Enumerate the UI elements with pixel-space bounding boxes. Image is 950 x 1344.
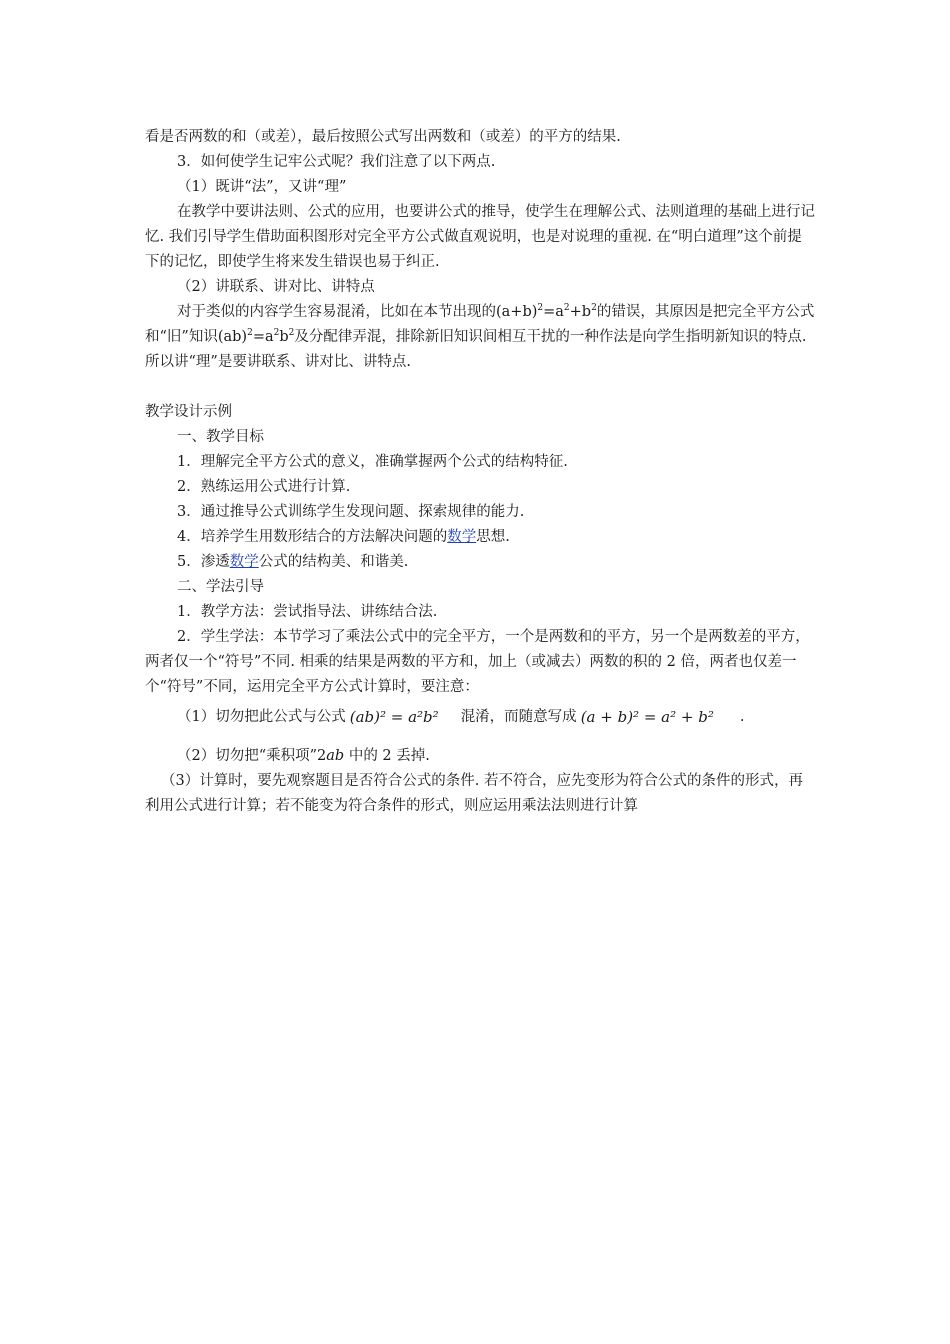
text-run: （1）切勿把此公式与公式: [177, 708, 346, 725]
goal-4: [145, 525, 815, 550]
text-run: =a: [252, 329, 274, 345]
note-2: [145, 744, 815, 769]
goal-3: 3．通过推导公式训练学生发现问题、探索规律的能力.: [177, 504, 525, 520]
section-title: 教学设计示例: [145, 404, 232, 420]
paragraph-6: [145, 300, 815, 375]
heading-goals: 一、教学目标: [177, 429, 264, 445]
math-link[interactable]: 数学: [447, 529, 477, 545]
subheading-2: （2）讲联系、讲对比、讲特点: [177, 279, 375, 295]
document-body: [145, 125, 815, 819]
superscript: 2: [288, 328, 295, 339]
text-run: b: [279, 329, 289, 345]
text-run: 中的 2 丢掉.: [344, 748, 430, 764]
text-run: 4．培养学生用数形结合的方法解决问题的: [177, 529, 448, 545]
formula-sum-square-wrong: (a + b)² = a² + b²: [580, 707, 714, 726]
text-run: =a: [543, 304, 564, 320]
variable-ab: ab: [326, 748, 345, 764]
blank-line: [145, 375, 815, 400]
goal-5: [145, 550, 815, 575]
superscript: 2: [591, 303, 597, 314]
text-run: 公式的结构美、和谐美.: [258, 554, 409, 570]
paragraph-2: 3．如何使学生记牢公式呢？我们注意了以下两点.: [177, 154, 496, 170]
superscript: 2: [273, 328, 280, 339]
text-run: 及分配律弄混，排除新旧知识间相互干扰的一种作法是向学生指明新知识的特点. 所以讲“理”是要讲联系、讲对比、讲特点.: [145, 329, 807, 370]
method-1: 1．教学方法：尝试指导法、讲练结合法.: [177, 604, 438, 620]
text-run: 5．渗透: [177, 554, 230, 570]
heading-study-guide: 二、学法引导: [177, 579, 264, 595]
superscript: 2: [563, 303, 570, 314]
text-run: 对于类似的内容学生容易混淆，比如在本节出现的(a+b): [177, 304, 538, 320]
text-run: +b: [569, 304, 592, 320]
paragraph-1: 看是否两数的和（或差），最后按照公式写出两数和（或差）的平方的结果.: [145, 129, 621, 145]
text-run: 混淆，而随意写成: [460, 708, 577, 725]
paragraph-4: 在教学中要讲法则、公式的应用，也要讲公式的推导，使学生在理解公式、法则道理的基础上进行记忆. 我们引导学生借助面积图形对完全平方公式做直观说明，也是对说理的重视. 在“明白道理”这个前提下的记忆，即使学生将来发生错误也易于纠正.: [145, 204, 815, 270]
text-run: （2）切勿把“乘积项”2: [177, 748, 327, 764]
note-3: （3）计算时，要先观察题目是否符合公式的条件. 若不符合，应先变形为符合公式的条件的形式，再利用公式进行计算；若不能变为符合条件的形式，则应运用乘法法则进行计算: [145, 773, 803, 814]
note-1: [145, 700, 815, 734]
superscript: 2: [537, 303, 544, 314]
subheading-1: （1）既讲“法”，又讲“理”: [177, 179, 347, 195]
superscript: 2: [247, 328, 253, 339]
text-run: .: [739, 708, 745, 725]
math-link[interactable]: 数学: [229, 554, 259, 570]
goal-1: 1．理解完全平方公式的意义，准确掌握两个公式的结构特征.: [177, 454, 568, 470]
goal-2: 2．熟练运用公式进行计算.: [177, 479, 351, 495]
text-run: 思想.: [476, 529, 510, 545]
method-2: 2．学生学法：本节学习了乘法公式中的完全平方，一个是两数和的平方，另一个是两数差的平方，两者仅一个“符号”不同. 相乘的结果是两数的平方和，加上（或减去）两数的积的 2 倍，两者也仅差一个“符号”不同，运用完全平方公式计算时，要注意：: [145, 629, 810, 695]
formula-product-square: (ab)² = a²b²: [349, 707, 439, 726]
text-run: 的错误，其原因是把完全平方公式和“旧”知识(ab): [145, 304, 815, 345]
